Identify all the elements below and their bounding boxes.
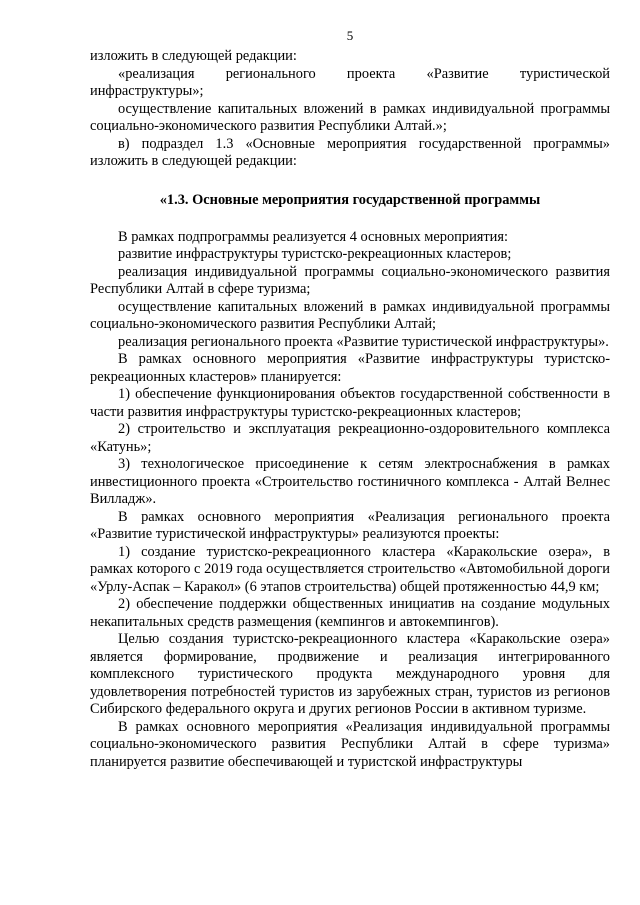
- paragraph: 1) обеспечение функционирования объектов государственной собственности в части развития инфраструктуры туристско-рекреационных кластеров;: [90, 386, 610, 420]
- paragraph: 2) обеспечение поддержки общественных инициатив на создание модульных некапитальных средств размещения (кемпингов и автокемпингов).: [90, 596, 610, 630]
- page-number: 5: [346, 28, 354, 43]
- paragraph: 3) технологическое присоединение к сетям электроснабжения в рамках инвестиционного проекта «Строительство гостиничного комплекса - Алтай Велнес Вилладж».: [90, 456, 610, 507]
- paragraph: изложить в следующей редакции:: [90, 48, 297, 64]
- paragraph: В рамках подпрограммы реализуется 4 основных мероприятия:: [118, 228, 508, 245]
- paragraph: в) подраздел 1.3 «Основные мероприятия государственной программы» изложить в следующей редакции:: [90, 135, 610, 169]
- paragraph: В рамках основного мероприятия «Реализация индивидуальной программы социально-экономического развития Республики Алтай в сфере туризма» планируется развитие обеспечивающей и туристской инфраструктуры: [90, 718, 610, 770]
- paragraph: Целью создания туристско-рекреационного кластера «Каракольские озера» является формирование, продвижение и реализация интегрированного комплексного туристического продукта международного уровня для удовлетворения потребностей туристов из зарубежных стран, туристов из регионов Сибирского федерального округа и других регионов России в активном туризме.: [90, 631, 610, 717]
- document-page: [90, 28, 610, 771]
- paragraph: реализация регионального проекта «Развитие туристической инфраструктуры».: [118, 333, 609, 350]
- paragraph: 2) строительство и эксплуатация рекреационно-оздоровительного комплекса «Катунь»;: [90, 421, 610, 455]
- paragraph: осуществление капитальных вложений в рамках индивидуальной программы социально-экономического развития Республики Алтай;: [90, 298, 610, 332]
- paragraph: «реализация регионального проекта «Развитие туристической инфраструктуры»;: [90, 65, 610, 99]
- paragraph: осуществление капитальных вложений в рамках индивидуальной программы социально-экономического развития Республики Алтай.»;: [90, 100, 610, 134]
- paragraph: 1) создание туристско-рекреационного кластера «Каракольские озера», в рамках которого с 2019 года осуществляется строительство «Автомобильной дороги «Урлу-Аспак – Каракол» (6 этапов строительства) общей протяженностью 44,9 км;: [90, 543, 610, 595]
- section-heading: «1.3. Основные мероприятия государственной программы: [159, 191, 541, 208]
- paragraph: реализация индивидуальной программы социально-экономического развития Республики Алтай в сфере туризма;: [90, 263, 610, 297]
- paragraph: развитие инфраструктуры туристско-рекреационных кластеров;: [118, 246, 512, 262]
- paragraph: В рамках основного мероприятия «Реализация регионального проекта «Развитие туристической инфраструктуры» реализуются проекты:: [90, 508, 610, 542]
- paragraph: В рамках основного мероприятия «Развитие инфраструктуры туристско-рекреационных кластеров» планируется:: [90, 351, 610, 385]
